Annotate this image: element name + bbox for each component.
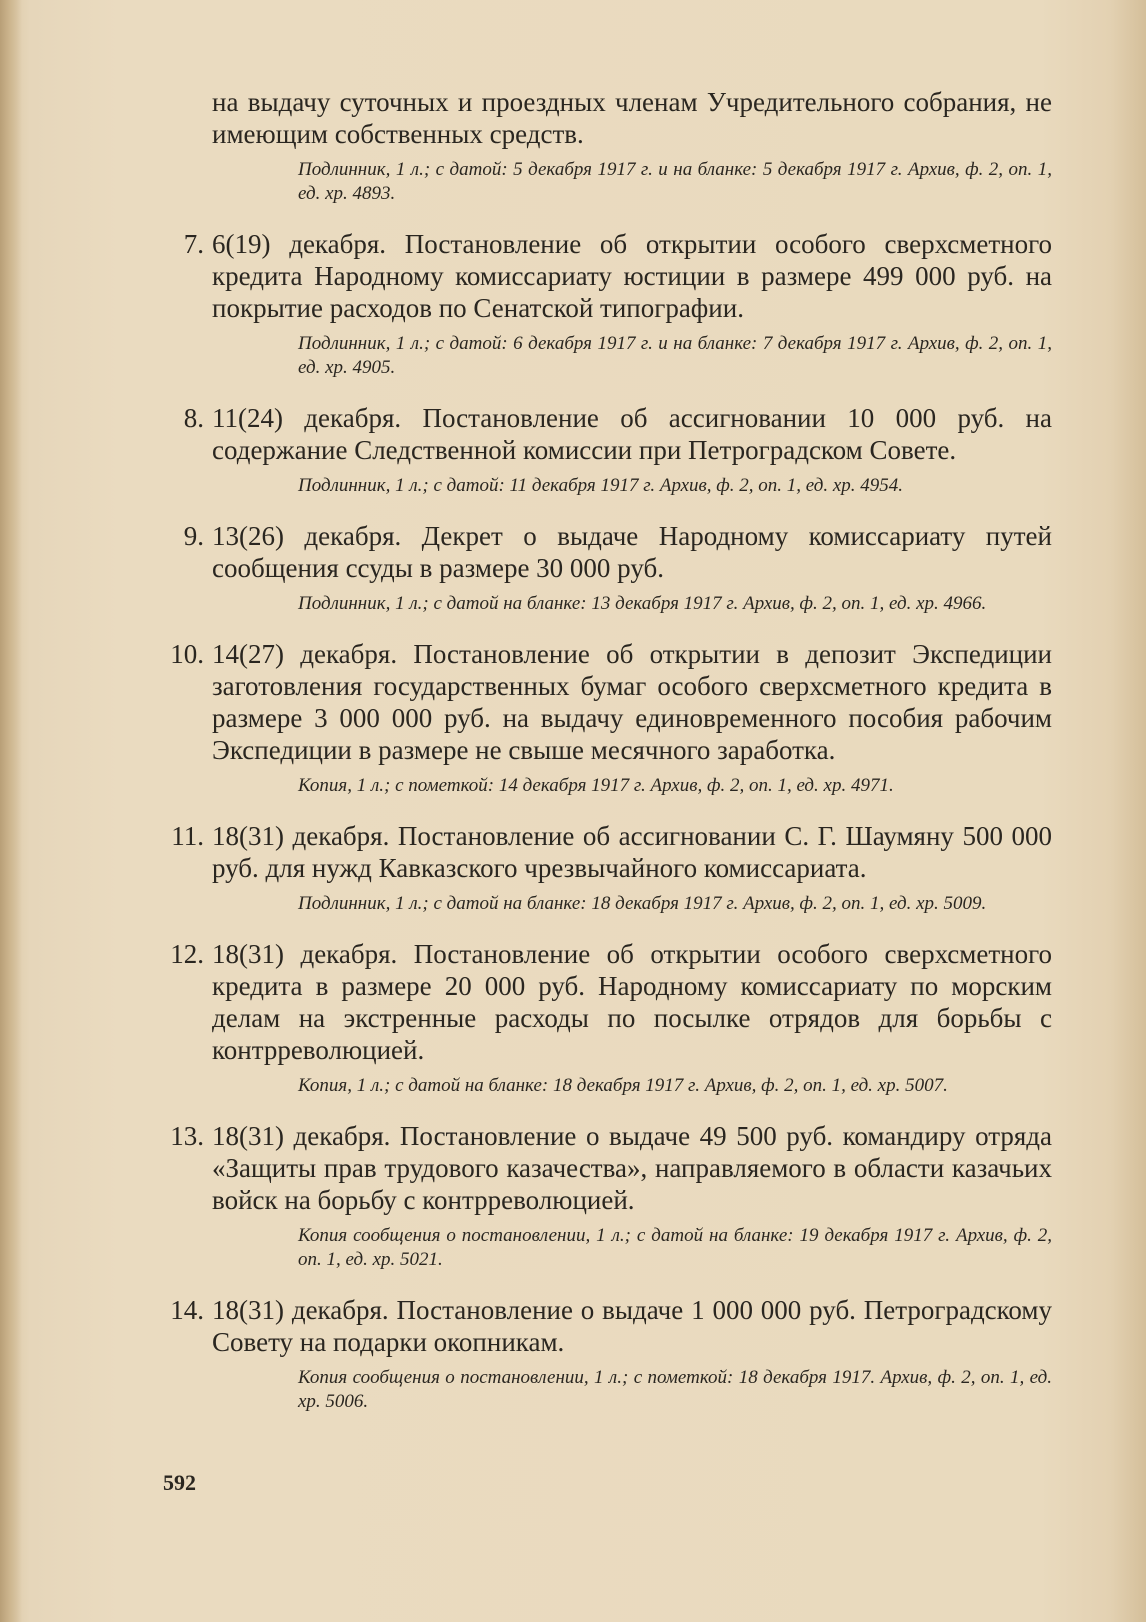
entry-row (160, 1120, 1052, 1216)
entry-number-text: 8. (183, 403, 204, 433)
entry-number (160, 820, 212, 852)
entry-source-text: Подлинник, 1 л.; с датой на бланке: 18 декабря 1917 г. Архив, ф. 2, оп. 1, ед. хр. 5009. (298, 893, 987, 914)
entry-source-text: Копия сообщения о постановлении, 1 л.; с датой на бланке: 19 декабря 1917 г. Архив, ф. 2, оп. 1, ед. хр. 5021. (298, 1225, 1052, 1270)
entry-item (160, 938, 1052, 1098)
entry-text: 18(31) декабря. Постановление об открытии особого сверхсметного кредита в размере 20 000 руб. Народному комиссариату по морским делам на экстренные расходы по посылке отрядов для борьбы с контрреволюцией. (212, 939, 1052, 1065)
entry-number (160, 228, 212, 260)
entry-number (160, 638, 212, 670)
entry-number-text: 10. (170, 639, 204, 669)
entry-row (160, 402, 1052, 466)
entry-text: 6(19) декабря. Постановление об открытии особого сверхсметного кредита Народному комиссариату юстиции в размере 499 000 руб. на покрытие расходов по Сенатской типографии. (212, 229, 1052, 323)
entry-number (160, 520, 212, 552)
entry-row (160, 638, 1052, 766)
entry-number-text: 7. (183, 229, 204, 259)
entry-item (160, 520, 1052, 616)
entry-text: 18(31) декабря. Постановление о выдаче 49 500 руб. командиру отряда «Защиты прав трудового казачества», направляемого в области казачьих войск на борьбу с контрреволюцией. (212, 1121, 1052, 1215)
entries-list (160, 228, 1052, 1414)
entry-text: 11(24) декабря. Постановление об ассигновании 10 000 руб. на содержание Следственной комиссии при Петроградском Совете. (212, 403, 1052, 465)
entry-number (160, 1120, 212, 1152)
entry-row (160, 820, 1052, 884)
entry-row (160, 1294, 1052, 1358)
entry-source-note (212, 1074, 1052, 1098)
document-body (160, 86, 1052, 1436)
entry-source-note (212, 1366, 1052, 1414)
entry-number-text: 11. (171, 821, 204, 851)
entry-item (160, 820, 1052, 916)
entry-number-text: 9. (183, 521, 204, 551)
entry-source-text: Подлинник, 1 л.; с датой: 11 декабря 1917 г. Архив, ф. 2, оп. 1, ед. хр. 4954. (298, 475, 904, 496)
entry-number (160, 402, 212, 434)
entry-number (160, 938, 212, 970)
entry-item (160, 638, 1052, 798)
entry-source-text: Подлинник, 1 л.; с датой на бланке: 13 декабря 1917 г. Архив, ф. 2, оп. 1, ед. хр. 4966. (298, 593, 987, 614)
lead-source-note (212, 158, 1052, 206)
entry-row (160, 228, 1052, 324)
entry-source-text: Копия сообщения о постановлении, 1 л.; с пометкой: 18 декабря 1917. Архив, ф. 2, оп. 1, ед. хр. 5006. (298, 1367, 1052, 1412)
entry-number-text: 12. (170, 939, 204, 969)
entry-item (160, 402, 1052, 498)
entry-source-note (212, 332, 1052, 380)
entry-number-text: 14. (170, 1295, 204, 1325)
entry-source-note (212, 774, 1052, 798)
entry-source-note (212, 592, 1052, 616)
entry-text: 14(27) декабря. Постановление об открытии в депозит Экспедиции заготовления государственных бумаг особого сверхсметного кредита в размере 3 000 000 руб. на выдачу единовременного пособия рабочим Экспедиции в размере не свыше месячного заработка. (212, 639, 1052, 765)
book-spine-shadow (0, 0, 22, 1622)
entry-source-text: Копия, 1 л.; с пометкой: 14 декабря 1917 г. Архив, ф. 2, оп. 1, ед. хр. 4971. (298, 775, 894, 796)
entry-source-note (212, 474, 1052, 498)
entry-number (160, 1294, 212, 1326)
entry-item (160, 1120, 1052, 1272)
entry-source-text: Копия, 1 л.; с датой на бланке: 18 декабря 1917 г. Архив, ф. 2, оп. 1, ед. хр. 5007. (298, 1075, 948, 1096)
entry-row (160, 938, 1052, 1066)
page-number: 592 (163, 1470, 196, 1495)
entry-item (160, 228, 1052, 380)
entry-source-note (212, 1224, 1052, 1272)
entry-text: 18(31) декабря. Постановление о выдаче 1 000 000 руб. Петроградскому Совету на подарки окопникам. (212, 1295, 1052, 1357)
lead-source-text: Подлинник, 1 л.; с датой: 5 декабря 1917 г. и на бланке: 5 декабря 1917 г. Архив, ф. 2, оп. 1, ед. хр. 4893. (298, 159, 1052, 204)
entry-text: 13(26) декабря. Декрет о выдаче Народному комиссариату путей сообщения ссуды в размере 30 000 руб. (212, 521, 1052, 583)
lead-paragraph: на выдачу суточных и проездных членам Учредительного собрания, не имеющим собственных средств. (212, 87, 1052, 149)
entry-text: 18(31) декабря. Постановление об ассигновании С. Г. Шаумяну 500 000 руб. для нужд Кавказского чрезвычайного комиссариата. (212, 821, 1052, 883)
entry-item (160, 1294, 1052, 1414)
entry-number-text: 13. (170, 1121, 204, 1151)
entry-source-note (212, 892, 1052, 916)
entry-row (160, 520, 1052, 584)
entry-source-text: Подлинник, 1 л.; с датой: 6 декабря 1917 г. и на бланке: 7 декабря 1917 г. Архив, ф. 2, оп. 1, ед. хр. 4905. (298, 333, 1052, 378)
